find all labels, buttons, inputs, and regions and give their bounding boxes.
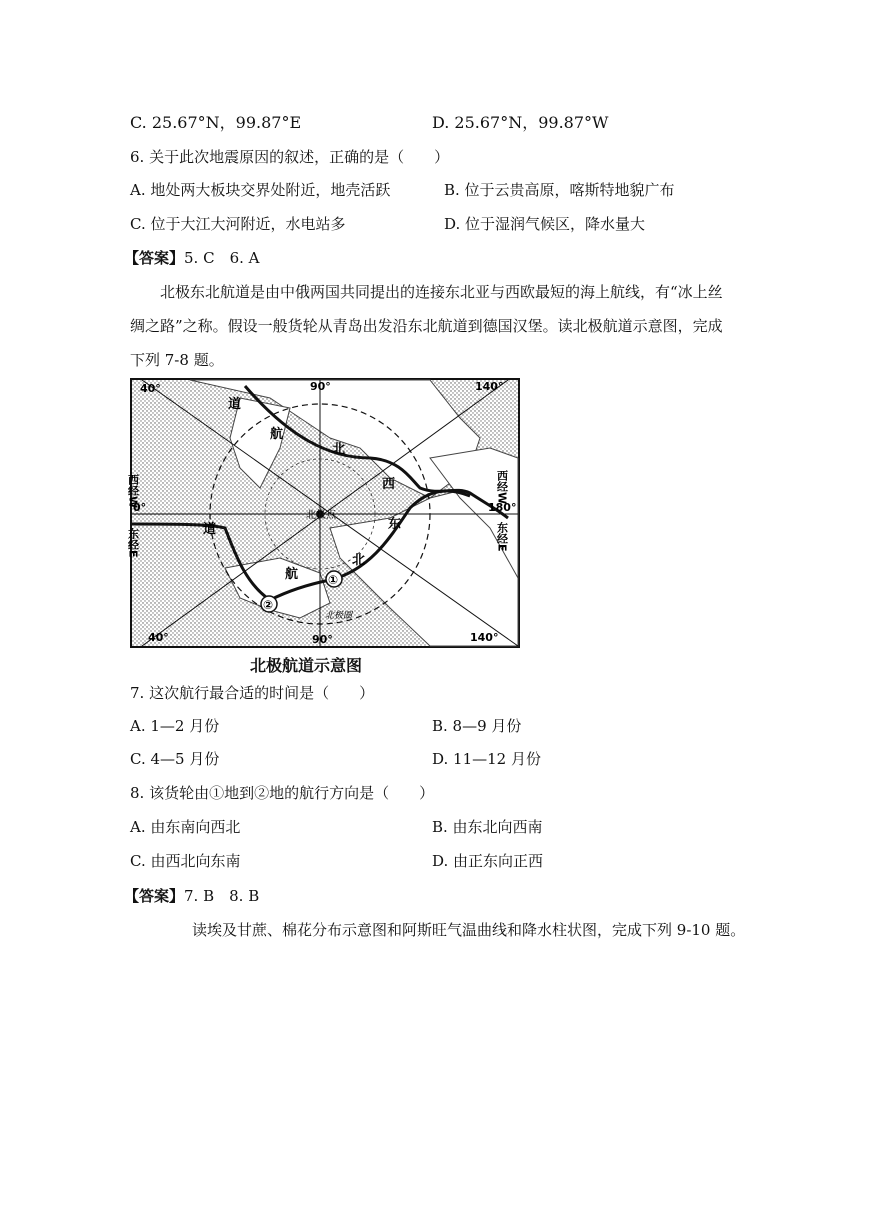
label-lon90-bottom: 90°: [312, 633, 333, 646]
label-route-ne-1: 东: [388, 517, 402, 532]
answer-label: 【答案】: [124, 887, 185, 905]
intro-9-10: 读埃及甘蔗、棉花分布示意图和阿斯旺气温曲线和降水柱状图，完成下列 9-10 题。: [192, 921, 746, 939]
label-east-lon-right: 东经E: [495, 522, 509, 552]
label-lon40-top: 40°: [140, 382, 161, 395]
label-east-lon-left: 东经E: [126, 528, 140, 558]
intro-7-8-line2: 绸之路”之称。假设一般货轮从青岛出发沿东北航道到德国汉堡。读北极航道示意图，完成: [130, 317, 723, 335]
label-point-2: ②: [263, 598, 274, 612]
q8-option-c: C. 由西北向东南: [130, 852, 241, 870]
map-caption: 北极航道示意图: [250, 656, 363, 675]
label-route-nw-2: 航: [270, 427, 284, 442]
q7-option-c: C. 4—5 月份: [130, 750, 220, 768]
q6-option-d: D. 位于湿润气候区，降水量大: [444, 215, 646, 233]
q7-option-a: A. 1—2 月份: [130, 717, 220, 735]
label-route-nw-3: 北: [332, 442, 346, 457]
label-route-nw-4: 西: [382, 477, 396, 492]
q6-option-a: A. 地处两大板块交界处附近，地壳活跃: [130, 181, 391, 199]
label-lon90-top: 90°: [310, 380, 331, 393]
intro-7-8-line1: 北极东北航道是由中俄两国共同提出的连接东北亚与西欧最短的海上航线，有“冰上丝: [160, 283, 723, 301]
label-lon140-top: 140°: [475, 380, 504, 393]
intro-7-8-line3: 下列 7-8 题。: [130, 351, 224, 369]
label-lon180: 180°: [488, 501, 517, 514]
answer-5-6: [124, 248, 260, 268]
q7-option-b: B. 8—9 月份: [432, 717, 522, 735]
label-lon140-bottom: 140°: [470, 631, 499, 644]
label-west-lon-right: 西经W: [495, 470, 509, 505]
label-route-nw-1: 道: [228, 397, 242, 412]
label-arctic-circle: 北极圈: [325, 611, 353, 621]
label-west-lon-left: 西经W: [126, 474, 140, 509]
q8-option-a: A. 由东南向西北: [130, 818, 241, 836]
q8-option-b: B. 由东北向西南: [432, 818, 543, 836]
label-route-ne-3: 航: [285, 567, 299, 582]
label-route-ne-4: 道: [203, 522, 217, 537]
answer-label: 【答案】: [124, 249, 185, 267]
arctic-route-map: [126, 378, 520, 650]
q7-stem: 7. 这次航行最合适的时间是（ ）: [130, 684, 375, 702]
label-north-pole: 北极点: [306, 510, 336, 521]
answer-7-8: [124, 886, 259, 906]
answer-text: 7. B 8. B: [184, 887, 260, 905]
label-lon40-bottom: 40°: [148, 631, 169, 644]
q6-stem: 6. 关于此次地震原因的叙述，正确的是（ ）: [130, 148, 450, 166]
q5-option-d: D. 25.67°N，99.87°W: [432, 113, 609, 132]
q8-stem: 8. 该货轮由①地到②地的航行方向是（ ）: [130, 784, 435, 802]
answer-text: 5. C 6. A: [184, 249, 260, 267]
q7-option-d: D. 11—12 月份: [432, 750, 541, 768]
label-lon0: 0°: [133, 501, 147, 514]
q6-option-b: B. 位于云贵高原，喀斯特地貌广布: [444, 181, 675, 199]
label-route-ne-2: 北: [352, 553, 366, 568]
q6-option-c: C. 位于大江大河附近，水电站多: [130, 215, 346, 233]
arctic-map-svg: [126, 378, 520, 650]
label-point-1: ①: [328, 573, 339, 587]
q8-option-d: D. 由正东向正西: [432, 852, 544, 870]
q5-option-c: C. 25.67°N，99.87°E: [130, 113, 302, 132]
